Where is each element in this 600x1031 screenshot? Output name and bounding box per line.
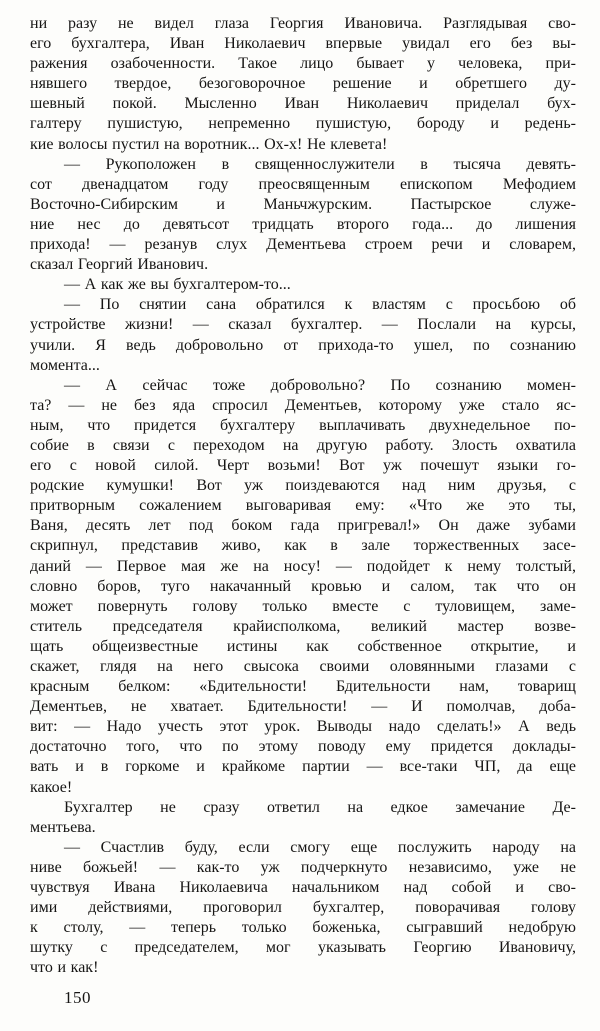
text-line: — По снятии сана обратился к властям с просьбою об (64, 296, 576, 314)
text-line: к столу, — теперь только боженька, сыгравший недобрую (30, 919, 576, 937)
text-line: момента... (30, 356, 100, 374)
paragraph (30, 14, 576, 155)
text-line: ние нес до девятьсот тридцать второго года... до лишения (30, 215, 576, 233)
paragraph (30, 275, 576, 295)
text-line: шевный покой. Мысленно Иван Николаевич приделал бух- (30, 95, 576, 113)
page-text-block (30, 14, 576, 979)
text-line: его бухгалтера, Иван Николаевич впервые увидал его без вы- (30, 35, 576, 53)
text-line: скрипнул, представив живо, как в зале торжественных засе- (30, 537, 576, 555)
text-line: нявшего твердое, безоговорочное решение и обретшего ду- (30, 75, 576, 93)
text-line: красным белком: «Бдительности! Бдительности нам, товарищ (30, 678, 576, 696)
text-line: ражения озабоченности. Такое лицо бывает у человека, при- (30, 55, 576, 73)
text-line: его с новой силой. Черт возьми! Вот уж почешут языки го- (30, 457, 576, 475)
text-line: ным, что придется бухгалтеру выплачивать двухнедельное по- (30, 416, 576, 434)
text-line: — А как же вы бухгалтером-то... (64, 276, 291, 294)
text-line: какое! (30, 778, 73, 796)
text-line: — А сейчас тоже добровольно? По сознанию момен- (64, 376, 576, 394)
text-line: притворным сожалением выговаривая ему: «Что же это ты, (30, 497, 576, 515)
text-line: галтеру пушистую, непременно пушистую, бороду и редень- (30, 115, 576, 133)
text-line: — Счастлив буду, если смогу еще послужить народу на (64, 838, 576, 856)
text-line: сот двенадцатом году преосвященным епископом Мефодием (30, 175, 576, 193)
text-line: учили. Я ведь добровольно от прихода-то ушел, по сознанию (30, 336, 576, 354)
text-line: может повернуть голову только вместе с туловищем, заме- (30, 597, 576, 615)
text-line: шутку с председателем, мог указывать Георгию Ивановичу, (30, 939, 576, 957)
text-line: скажет, глядя на него свысока своими оловянными глазами с (30, 658, 576, 675)
text-line: щать общеизвестные истины как собственное открытие, и (30, 637, 576, 655)
text-line: ни разу не видел глаза Георгия Ивановича. Разглядывая сво- (30, 15, 576, 32)
paragraph (30, 838, 576, 979)
text-line: устройстве жизни! — сказал бухгалтер. — Послали на курсы, (30, 316, 576, 334)
paragraph (30, 376, 576, 798)
paragraph (30, 798, 576, 838)
text-line: что и как! (30, 959, 99, 977)
page-number: 150 (64, 988, 91, 1007)
text-line: Дементьев, не хватает. Бдительности! — И помолчав, доба- (30, 698, 576, 716)
text-line: достаточно того, что по этому поводу ему придется доклады- (30, 738, 576, 756)
text-line: ниве божьей! — как-то уж подчеркнуто независимо, уже не (30, 858, 576, 876)
text-line: родские кумушки! Вот уж поиздеваются над ним друзья, с (30, 477, 576, 495)
text-line: ментьева. (30, 818, 96, 836)
text-line: та? — не без яда спросил Дементьев, которому уже стало яс- (30, 396, 576, 414)
text-line: Бухгалтер не сразу ответил на едкое замечание Де- (64, 798, 576, 816)
paragraph (30, 155, 576, 276)
text-line: Ваня, десять лет под боком гада пригревал!» Он даже зубами (30, 517, 576, 535)
text-line: Восточно-Сибирским и Маньчжурским. Пастырское служе- (30, 195, 576, 213)
text-line: — Рукоположен в священнослужители в тысяча девять- (64, 155, 576, 173)
text-line: ститель председателя крайисполкома, великий мастер возве- (30, 617, 576, 635)
text-line: вать и в горкоме и крайкоме партии — все-таки ЧП, да еще (30, 758, 576, 776)
text-line: даний — Первое мая же на носу! — подойдет к нему толстый, (30, 557, 576, 575)
paragraph (30, 295, 576, 375)
text-line: чувствуя Ивана Николаевича начальником над собой и сво- (30, 879, 576, 897)
text-line: вит: — Надо учесть этот урок. Выводы надо сделать!» А ведь (30, 718, 576, 736)
text-line: собие в связи с переходом на другую работу. Злость охватила (30, 436, 576, 454)
text-line: сказал Георгий Иванович. (30, 256, 209, 274)
text-line: словно боров, туго накачанный кровью и салом, так что он (30, 577, 576, 595)
text-line: ими действиями, проговорил бухгалтер, поворачивая голову (30, 899, 576, 917)
text-line: кие волосы пустил на воротник... Ох-х! Не клевета! (30, 135, 388, 153)
text-line: прихода! — резанув слух Дементьева строем речи и словарем, (30, 236, 576, 254)
